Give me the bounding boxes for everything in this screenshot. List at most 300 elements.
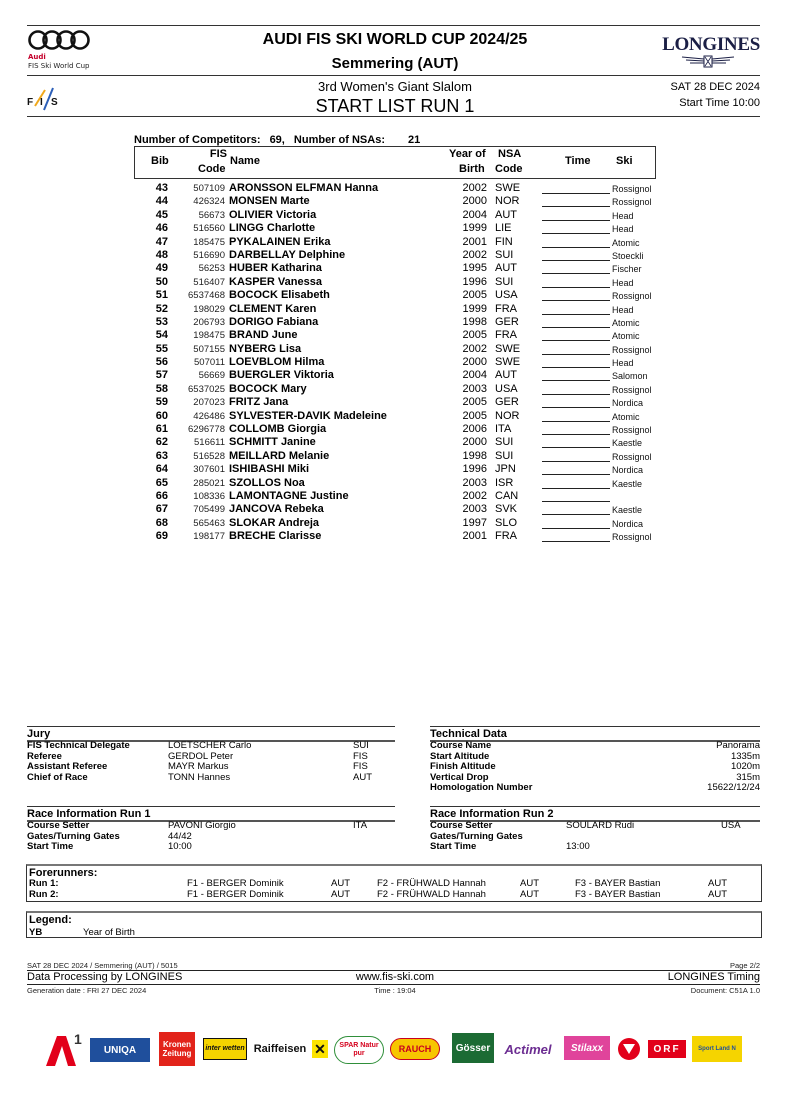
- nsas-value: 21: [408, 134, 421, 146]
- run2-title: Race Information Run 2: [430, 808, 554, 820]
- ski-brand: Rossignol: [612, 344, 652, 355]
- nsa-code: SLO: [495, 516, 518, 529]
- year-of-birth: 2005: [462, 289, 487, 302]
- technical-table: [430, 741, 760, 794]
- athlete-name: ISHIBASHI Miki: [229, 463, 310, 476]
- time-blank-line: [542, 314, 610, 315]
- jury-table: [27, 741, 395, 783]
- forerunner-f1: F1 - BERGER Dominik: [187, 888, 284, 900]
- fis-code: 307601: [193, 464, 225, 476]
- athlete-name: BOCOCK Elisabeth: [229, 289, 330, 302]
- ski-brand: Rossignol: [612, 451, 652, 462]
- time-blank-line: [542, 541, 610, 542]
- bib-number: 48: [155, 248, 168, 261]
- ski-brand: Atomic: [612, 237, 640, 248]
- fis-code: 516690: [193, 249, 225, 261]
- table-row: [134, 490, 664, 503]
- athlete-name: LOEVBLOM Hilma: [229, 356, 325, 369]
- forerunner-f3: F3 - BAYER Bastian: [575, 888, 661, 900]
- athlete-name: SYLVESTER-DAVIK Madeleine: [229, 409, 387, 422]
- ski-brand: Atomic: [612, 317, 640, 328]
- time-blank-line: [542, 380, 610, 381]
- year-of-birth: 1998: [462, 449, 487, 462]
- fis-code: 516407: [193, 276, 225, 288]
- bib-number: 45: [155, 208, 168, 221]
- bib-number: 53: [155, 315, 168, 328]
- run1-start-time-label: Start Time: [27, 841, 74, 853]
- fis-code: 56673: [198, 209, 225, 221]
- forerunner-f3-nation: AUT: [708, 888, 727, 900]
- year-of-birth: 2002: [462, 489, 487, 502]
- nsa-code: JPN: [495, 463, 516, 476]
- jury-nation: SUI: [353, 740, 369, 751]
- audi-brand-name: Audi: [28, 53, 46, 61]
- nsa-code: AUT: [495, 369, 517, 382]
- nsa-code: CAN: [495, 489, 519, 502]
- sponsor-spar-logo: SPAR Natur pur: [334, 1036, 384, 1064]
- athlete-name: BOCOCK Mary: [229, 382, 307, 395]
- run1-course-setter-label: Course Setter: [27, 820, 90, 831]
- jury-row: [27, 741, 395, 752]
- table-row: [134, 450, 664, 463]
- bib-number: 60: [155, 409, 168, 422]
- fis-code: 6296778: [188, 424, 225, 436]
- athlete-name: NYBERG Lisa: [229, 342, 302, 355]
- bib-number: 67: [155, 503, 168, 516]
- technical-value: 1020m: [730, 761, 760, 773]
- nsa-code: SVK: [495, 503, 518, 516]
- nsa-code: SUI: [495, 436, 514, 449]
- jury-person: MAYR Markus: [168, 761, 229, 773]
- athlete-name: FRITZ Jana: [229, 396, 289, 409]
- nsa-code: FIN: [495, 235, 513, 248]
- jury-person: LOETSCHER Carlo: [168, 740, 252, 751]
- time-blank-line: [542, 354, 610, 355]
- sponsor-uniqa-logo: UNIQA: [90, 1038, 150, 1062]
- bib-number: 69: [155, 530, 168, 543]
- sponsor-gosser-logo: Gösser: [452, 1033, 494, 1063]
- year-of-birth: 2003: [462, 503, 487, 516]
- sponsor-interwetten-logo: inter wetten: [203, 1038, 247, 1060]
- time-blank-line: [542, 447, 610, 448]
- year-of-birth: 2000: [462, 436, 487, 449]
- jury-person: TONN Hannes: [168, 771, 231, 783]
- nsa-code: SUI: [495, 449, 514, 462]
- ski-brand: Atomic: [612, 331, 640, 342]
- athlete-name: BRAND June: [229, 329, 298, 342]
- table-row: [134, 463, 664, 476]
- technical-label: Course Name: [430, 740, 492, 751]
- fis-logo: [27, 84, 63, 112]
- sponsor-a1-logo: [44, 1030, 86, 1068]
- bib-number: 56: [155, 356, 168, 369]
- athlete-name: OLIVIER Victoria: [229, 208, 317, 221]
- footer-rule-2: [27, 984, 760, 985]
- bib-number: 59: [155, 396, 168, 409]
- footer-website[interactable]: www.fis-ski.com: [355, 971, 435, 983]
- run2-course-setter-nation: USA: [721, 820, 741, 831]
- technical-label: Start Altitude: [430, 750, 490, 762]
- jury-nation: AUT: [353, 771, 372, 783]
- year-of-birth: 2002: [462, 342, 487, 355]
- header-yob-2: Birth: [459, 163, 485, 175]
- table-row: [134, 303, 664, 316]
- competition-title: AUDI FIS SKI WORLD CUP 2024/25: [262, 31, 528, 48]
- forerunner-f2-nation: AUT: [520, 878, 539, 889]
- time-blank-line: [542, 407, 610, 408]
- bib-number: 46: [155, 222, 168, 235]
- forerunner-row: [29, 890, 759, 901]
- nsa-code: ISR: [495, 476, 514, 489]
- ski-brand: Nordica: [612, 398, 644, 409]
- bib-number: 65: [155, 476, 168, 489]
- athlete-name: DARBELLAY Delphine: [229, 248, 346, 261]
- nsa-code: SWE: [495, 342, 521, 355]
- time-blank-line: [542, 220, 610, 221]
- athlete-name: LAMONTAGNE Justine: [229, 489, 349, 502]
- nsa-code: AUT: [495, 262, 517, 275]
- footer-data-processing: Data Processing by LONGINES: [27, 971, 183, 983]
- sponsor-actimel-logo: Actimel: [504, 1041, 552, 1057]
- footer-timing: LONGINES Timing: [667, 971, 760, 983]
- jury-nation: FIS: [353, 761, 368, 773]
- footer-time: Time : 19:04: [374, 986, 416, 995]
- competitors-label: Number of Competitors:: [134, 134, 261, 146]
- forerunner-f3-nation: AUT: [708, 878, 727, 889]
- bib-number: 61: [155, 423, 168, 436]
- time-blank-line: [542, 193, 610, 194]
- table-row: [134, 222, 664, 235]
- athlete-name: SLOKAR Andreja: [229, 516, 320, 529]
- ski-brand: Kaestle: [612, 478, 643, 489]
- athlete-name: MEILLARD Melanie: [229, 449, 330, 462]
- athlete-name: COLLOMB Giorgia: [229, 423, 327, 436]
- year-of-birth: 2005: [462, 396, 487, 409]
- fis-code: 507155: [193, 343, 225, 355]
- year-of-birth: 1996: [462, 463, 487, 476]
- fis-code: 198029: [193, 303, 225, 315]
- year-of-birth: 2005: [462, 409, 487, 422]
- sponsor-raiffeisen-logo: Raiffeisen: [253, 1043, 307, 1055]
- technical-value: Panorama: [716, 740, 760, 751]
- forerunners-box: [26, 864, 762, 902]
- footer-generation-date: Generation date : FRI 27 DEC 2024: [27, 986, 147, 995]
- year-of-birth: 2000: [462, 356, 487, 369]
- time-blank-line: [542, 206, 610, 207]
- fis-code: 705499: [193, 504, 225, 516]
- forerunner-f3: F3 - BAYER Bastian: [575, 878, 661, 889]
- athlete-name: DORIGO Fabiana: [229, 315, 319, 328]
- header-mid-rule: [27, 75, 760, 76]
- svg-text:S: S: [51, 97, 58, 108]
- table-row: [134, 195, 664, 208]
- table-row: [134, 383, 664, 396]
- table-row: [134, 289, 664, 302]
- table-row: [134, 503, 664, 516]
- header-name: Name: [230, 155, 260, 167]
- technical-label: Vertical Drop: [430, 771, 489, 783]
- run1-top-rule: [27, 806, 395, 807]
- time-blank-line: [542, 327, 610, 328]
- sponsor-bar: [44, 1030, 774, 1070]
- sponsor-orf-logo: ORF: [648, 1040, 686, 1058]
- ski-brand: Rossignol: [612, 197, 652, 208]
- table-row: [134, 329, 664, 342]
- athlete-name: SCHMITT Janine: [229, 436, 316, 449]
- year-of-birth: 2001: [462, 235, 487, 248]
- athlete-name: BUERGLER Viktoria: [229, 369, 334, 382]
- run2-course-setter-label: Course Setter: [430, 820, 493, 831]
- jury-role: Referee: [27, 750, 62, 762]
- ski-brand: Stoeckli: [612, 250, 644, 261]
- fis-code: 516611: [194, 437, 225, 449]
- bib-number: 63: [155, 449, 168, 462]
- table-row: [134, 276, 664, 289]
- table-row: [134, 343, 664, 356]
- header-ski: Ski: [616, 155, 633, 167]
- technical-row: [430, 783, 760, 794]
- ski-brand: Nordica: [612, 518, 644, 529]
- ski-brand: Rossignol: [612, 384, 652, 395]
- svg-text:I: I: [40, 97, 43, 108]
- forerunners-list: [29, 879, 759, 900]
- svg-text:1: 1: [74, 1031, 82, 1047]
- run2-top-rule: [430, 806, 760, 807]
- year-of-birth: 1997: [462, 516, 487, 529]
- time-blank-line: [542, 474, 610, 475]
- competitor-counts: [134, 134, 420, 146]
- ski-brand: Kaestle: [612, 438, 643, 449]
- header-fis-code-2: Code: [198, 163, 226, 175]
- fis-code: 426324: [193, 196, 225, 208]
- athlete-name: CLEMENT Karen: [229, 302, 317, 315]
- header-bib: Bib: [151, 155, 169, 167]
- bib-number: 54: [155, 329, 168, 342]
- fis-code: 565463: [193, 517, 225, 529]
- nsa-code: SUI: [495, 275, 514, 288]
- forerunner-f1: F1 - BERGER Dominik: [187, 878, 284, 889]
- table-header: [134, 146, 656, 179]
- nsa-code: NOR: [495, 195, 520, 208]
- event-title: 3rd Women's Giant Slalom: [318, 79, 472, 94]
- nsa-code: SUI: [495, 248, 514, 261]
- nsa-code: FRA: [495, 302, 517, 315]
- fis-code: 285021: [193, 477, 225, 489]
- header-nsa-1: NSA: [498, 148, 522, 160]
- fis-code: 198177: [193, 531, 225, 543]
- nsas-label: Number of NSAs:: [293, 134, 385, 146]
- technical-label: Homologation Number: [430, 782, 533, 794]
- ski-brand: Fischer: [612, 264, 642, 275]
- ski-brand: Head: [612, 304, 634, 315]
- time-blank-line: [542, 461, 610, 462]
- table-row: [134, 530, 664, 543]
- bib-number: 66: [155, 489, 168, 502]
- technical-value: 1335m: [730, 750, 760, 762]
- forerunner-f2-nation: AUT: [520, 888, 539, 900]
- athlete-name: ARONSSON ELFMAN Hanna: [229, 182, 379, 194]
- nsa-code: LIE: [495, 222, 512, 235]
- svg-text:F: F: [27, 97, 34, 108]
- list-title: START LIST RUN 1: [315, 96, 475, 116]
- audi-brand-subtitle: FIS Ski World Cup: [28, 62, 90, 70]
- year-of-birth: 2002: [462, 248, 487, 261]
- fis-code: 426486: [193, 410, 225, 422]
- year-of-birth: 2001: [462, 530, 487, 543]
- time-blank-line: [542, 273, 610, 274]
- technical-label: Finish Altitude: [430, 761, 496, 773]
- forerunner-run-label: Run 1:: [29, 878, 59, 889]
- run1-start-time: 10:00: [168, 841, 192, 853]
- run1-title: Race Information Run 1: [27, 808, 151, 820]
- jury-role: Chief of Race: [27, 771, 88, 783]
- table-row: [134, 209, 664, 222]
- ski-brand: Nordica: [612, 465, 644, 476]
- venue-title: Semmering (AUT): [331, 55, 459, 72]
- legend-box: [26, 911, 762, 938]
- technical-value: 315m: [736, 771, 760, 783]
- table-row: [134, 436, 664, 449]
- table-row: [134, 236, 664, 249]
- jury-role: FIS Technical Delegate: [27, 740, 130, 751]
- bib-number: 49: [155, 262, 168, 275]
- fis-code: 6537468: [188, 290, 225, 302]
- table-row: [134, 356, 664, 369]
- fis-code: 206793: [193, 316, 225, 328]
- audi-brand-text: [28, 53, 89, 71]
- sponsor-stilaxx-logo: Stilaxx: [564, 1036, 610, 1060]
- time-blank-line: [542, 300, 610, 301]
- year-of-birth: 1996: [462, 275, 487, 288]
- ski-brand: Rossignol: [612, 184, 652, 194]
- year-of-birth: 2003: [462, 476, 487, 489]
- table-row: [134, 410, 664, 423]
- year-of-birth: 2002: [462, 182, 487, 194]
- ski-brand: Rossignol: [612, 425, 652, 436]
- time-blank-line: [542, 260, 610, 261]
- table-row: [134, 517, 664, 530]
- time-blank-line: [542, 340, 610, 341]
- time-blank-line: [542, 528, 610, 529]
- competitors-value: 69,: [269, 134, 285, 146]
- technical-top-rule: [430, 726, 760, 727]
- table-row: [134, 369, 664, 382]
- jury-person: GERDOL Peter: [168, 750, 234, 762]
- table-row: [134, 423, 664, 436]
- footer-document: Document: C51A 1.0: [690, 986, 760, 995]
- forerunners-title: Forerunners:: [29, 867, 98, 879]
- forerunner-f1-nation: AUT: [331, 888, 350, 900]
- longines-wings-icon: [678, 54, 738, 68]
- sponsor-rauch-logo: RAUCH: [390, 1038, 440, 1060]
- year-of-birth: 2006: [462, 423, 487, 436]
- nsa-code: USA: [495, 289, 518, 302]
- athlete-name: MONSEN Marte: [229, 195, 310, 208]
- ski-brand: Kaestle: [612, 505, 643, 516]
- header-yob-1: Year of: [449, 148, 486, 160]
- athlete-name: SZOLLOS Noa: [229, 476, 305, 489]
- athlete-name: LINGG Charlotte: [229, 222, 316, 235]
- bib-number: 47: [155, 235, 168, 248]
- legend-meaning: Year of Birth: [83, 927, 135, 938]
- time-blank-line: [542, 434, 610, 435]
- start-list: [134, 182, 664, 544]
- bib-number: 44: [155, 195, 168, 208]
- fis-code: 207023: [193, 397, 225, 409]
- run1-info: [27, 821, 395, 853]
- ski-brand: Atomic: [612, 411, 640, 422]
- athlete-name: KASPER Vanessa: [229, 275, 322, 288]
- forerunner-row: [29, 879, 759, 890]
- jury-nation: FIS: [353, 750, 368, 762]
- time-blank-line: [542, 247, 610, 248]
- fis-code: 198475: [193, 330, 225, 342]
- legend-abbr: YB: [29, 927, 43, 938]
- ski-brand: Rossignol: [612, 532, 652, 543]
- bib-number: 55: [155, 342, 168, 355]
- jury-row: [27, 773, 395, 784]
- fis-code: 516560: [193, 223, 225, 235]
- table-row: [134, 249, 664, 262]
- run2-start-time-label: Start Time: [430, 841, 477, 853]
- run1-gates: 44/42: [168, 830, 192, 842]
- bib-number: 50: [155, 275, 168, 288]
- forerunner-f1-nation: AUT: [331, 878, 350, 889]
- longines-logo: LONGINES: [662, 34, 760, 55]
- jury-top-rule: [27, 726, 395, 727]
- nsa-code: SWE: [495, 182, 521, 194]
- ski-brand: Head: [612, 277, 634, 288]
- forerunner-f2: F2 - FRÜHWALD Hannah: [377, 888, 486, 900]
- fis-code: 507109: [193, 183, 225, 194]
- bib-number: 51: [155, 289, 168, 302]
- bib-number: 58: [155, 382, 168, 395]
- bib-number: 62: [155, 436, 168, 449]
- table-row: [134, 396, 664, 409]
- header-time: Time: [565, 155, 591, 167]
- fis-code: 6537025: [188, 383, 225, 395]
- athlete-name: HUBER Katharina: [229, 262, 322, 275]
- sponsor-sportland-logo: Sport Land N: [692, 1036, 742, 1062]
- time-blank-line: [542, 421, 610, 422]
- footer-doc-ref: SAT 28 DEC 2024 / Semmering (AUT) / 5015: [27, 961, 178, 970]
- fis-code: 108336: [193, 490, 225, 502]
- run1-course-setter-nation: ITA: [353, 820, 368, 831]
- header-top-rule: [27, 25, 760, 26]
- time-blank-line: [542, 233, 610, 234]
- run2-info: [430, 821, 760, 853]
- technical-title: Technical Data: [430, 728, 507, 740]
- jury-title: Jury: [27, 728, 51, 740]
- nsa-code: ITA: [495, 423, 512, 436]
- sponsor-kronen-zeitung-logo: Kronen Zeitung: [159, 1032, 195, 1066]
- ski-brand: Rossignol: [612, 291, 652, 302]
- year-of-birth: 1995: [462, 262, 487, 275]
- year-of-birth: 2003: [462, 382, 487, 395]
- header-nsa-2: Code: [495, 163, 523, 175]
- athlete-name: PYKALAINEN Erika: [229, 235, 331, 248]
- audi-rings-logo: [28, 29, 90, 51]
- year-of-birth: 2000: [462, 195, 487, 208]
- ski-brand: Salomon: [612, 371, 648, 382]
- legend-title: Legend:: [29, 914, 72, 926]
- fis-code: 516528: [193, 450, 225, 462]
- footer-page: Page 2/2: [729, 961, 760, 970]
- time-blank-line: [542, 488, 610, 489]
- time-blank-line: [542, 501, 610, 502]
- time-blank-line: [542, 394, 610, 395]
- bib-number: 57: [155, 369, 168, 382]
